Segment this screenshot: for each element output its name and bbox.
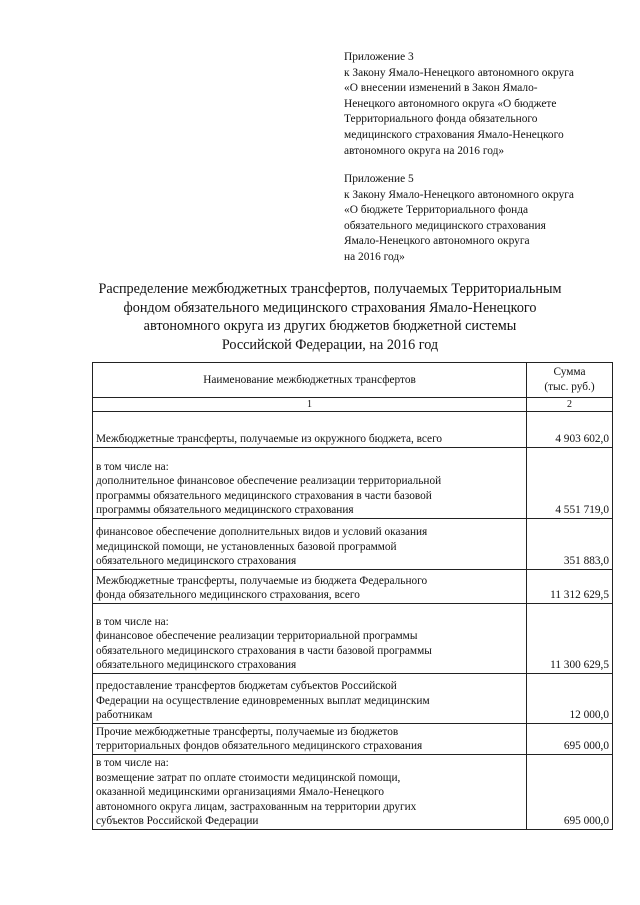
table-row — [93, 448, 613, 519]
table-row — [93, 412, 613, 448]
transfer-name-line: дополнительное финансовое обеспечение реализации территориальной — [96, 475, 442, 488]
annex-line: к Закону Ямало-Ненецкого автономного округа — [344, 188, 574, 201]
table-row — [93, 755, 613, 830]
table-body — [93, 412, 613, 830]
column-header-name: Наименование межбюджетных трансфертов — [93, 363, 527, 398]
title-line: Распределение межбюджетных трансфертов, получаемых Территориальным — [98, 281, 562, 297]
table-header-row — [93, 363, 613, 398]
document-title — [60, 280, 600, 354]
table-row — [93, 724, 613, 755]
transfer-name-line: Прочие межбюджетные трансферты, получаемые из бюджетов — [96, 725, 399, 738]
transfer-name-cell — [93, 724, 527, 755]
transfer-name-cell — [93, 448, 527, 519]
transfer-name-line: медицинской помощи, не установленных базовой программой — [96, 540, 397, 553]
column-number: 2 — [527, 398, 613, 412]
transfers-table — [92, 362, 613, 830]
transfer-name-line: обязательного медицинского страхования — [96, 555, 297, 568]
annex-line: Ямало-Ненецкого автономного округа — [344, 235, 530, 248]
transfer-name-line: предоставление трансфертов бюджетам субъектов Российской — [96, 680, 397, 693]
annex-line: к Закону Ямало-Ненецкого автономного округа — [344, 66, 574, 79]
amount-cell: 11 300 629,5 — [527, 604, 613, 674]
transfer-name-line: Федерации на осуществление единовременных выплат медицинским — [96, 694, 430, 707]
annex-line: на 2016 год» — [344, 250, 405, 263]
transfer-name-line: автономного округа лицам, застрахованным на территории других — [96, 800, 417, 813]
column-number: 1 — [93, 398, 527, 412]
transfer-name-cell — [93, 519, 527, 570]
transfer-name-line: территориальных фондов обязательного медицинского страхования — [96, 740, 423, 753]
amount-cell: 4 903 602,0 — [527, 412, 613, 448]
annex-line: Приложение 5 — [344, 173, 414, 185]
annex-line: обязательного медицинского страхования — [344, 219, 546, 232]
transfer-name-line: фонда обязательного медицинского страхования, всего — [96, 589, 360, 602]
transfer-name-line: Межбюджетные трансферты, получаемые из бюджета Федерального — [96, 574, 428, 587]
transfer-name-line: финансовое обеспечение реализации территориальной программы — [96, 630, 418, 643]
annex-5-header — [344, 172, 614, 266]
table-row — [93, 519, 613, 570]
transfer-name-line: Межбюджетные трансферты, получаемые из окружного бюджета, всего — [96, 433, 443, 446]
transfer-name-line: возмещение затрат по оплате стоимости медицинской помощи, — [96, 771, 401, 784]
transfer-name-line: в том числе на: — [96, 615, 169, 628]
transfer-name-line: обязательного медицинского страхования — [96, 659, 297, 672]
transfer-name-line: оказанной медицинскими организациями Ямало-Ненецкого — [96, 786, 385, 799]
amount-cell: 695 000,0 — [527, 724, 613, 755]
table-row — [93, 570, 613, 604]
transfer-name-cell — [93, 755, 527, 830]
annex-line: медицинского страхования Ямало-Ненецкого — [344, 128, 564, 141]
amount-cell: 4 551 719,0 — [527, 448, 613, 519]
amount-cell: 351 883,0 — [527, 519, 613, 570]
sum-header-line: Сумма — [553, 366, 586, 379]
annex-3-header — [344, 50, 614, 159]
transfer-name-line: финансовое обеспечение дополнительных видов и условий оказания — [96, 526, 428, 539]
transfer-name-line: работникам — [96, 709, 153, 722]
title-line: фондом обязательного медицинского страхования Ямало-Ненецкого — [123, 299, 537, 316]
amount-cell: 12 000,0 — [527, 674, 613, 724]
transfer-name-cell — [93, 674, 527, 724]
transfer-name-cell — [93, 412, 527, 448]
table-row — [93, 674, 613, 724]
transfer-name-cell — [93, 570, 527, 604]
transfer-name-line: в том числе на: — [96, 757, 169, 770]
title-line: автономного округа из других бюджетов бюджетной системы — [143, 318, 517, 335]
annex-line: автономного округа на 2016 год» — [344, 144, 505, 157]
title-line: Российской Федерации, на 2016 год — [221, 336, 439, 353]
annex-line: Приложение 3 — [344, 51, 414, 63]
table-row — [93, 604, 613, 674]
sum-header-line: (тыс. руб.) — [544, 381, 595, 393]
transfer-name-line: в том числе на: — [96, 460, 169, 473]
amount-cell: 11 312 629,5 — [527, 570, 613, 604]
amount-cell: 695 000,0 — [527, 755, 613, 830]
transfer-name-line: программы обязательного медицинского страхования — [96, 504, 354, 517]
transfer-name-line: обязательного медицинского страхования в части базовой программы — [96, 644, 432, 657]
transfer-name-line: субъектов Российской Федерации — [96, 815, 259, 828]
column-header-sum — [527, 363, 613, 398]
annex-line: «О бюджете Территориального фонда — [344, 204, 529, 217]
annex-line: Ненецкого автономного округа «О бюджете — [344, 97, 557, 110]
column-number-row — [93, 398, 613, 412]
transfer-name-cell — [93, 604, 527, 674]
annex-line: Территориального фонда обязательного — [344, 113, 538, 126]
transfer-name-line: программы обязательного медицинского страхования в части базовой — [96, 489, 432, 502]
annex-line: «О внесении изменений в Закон Ямало- — [344, 82, 538, 95]
